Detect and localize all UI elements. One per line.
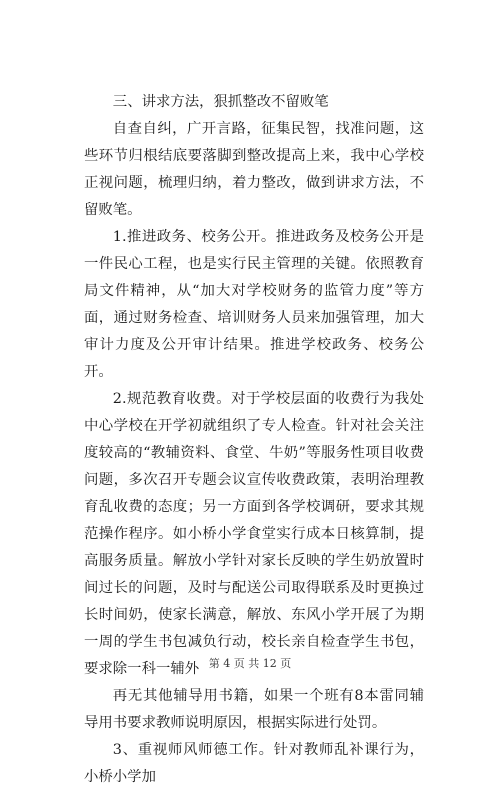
page-footer: 第 4 页 共 12 页 <box>208 657 292 670</box>
paragraph-continuation: 再无其他辅导用书籍，如果一个班有8本雷同辅导用书要求教师说明原因，根据实际进行处罚。 <box>84 688 424 731</box>
paragraph-item-1: 1.推进政务、校务公开。推进政务及校务公开是一件民心工程，也是实行民主管理的关键。依照教育局文件精神，从“加大对学校财务的监管力度”等方面，通过财务检查、培训财务人员来加强管理，加大审计力度及公开审计结果。推进学校政务、校务公开。 <box>84 229 424 380</box>
section-heading: 三、讲求方法，狠抓整改不留败笔 <box>112 94 329 110</box>
paragraph-item-3: 3、重视师风师德工作。针对教师乱补课行为，小桥小学加 <box>84 742 424 785</box>
document-body <box>84 89 424 791</box>
paragraph-intro: 自查自纠，广开言路，征集民智，找准问题，这些环节归根结底要落脚到整改提高上来，我中心学校正视问题，梳理归纳，着力整改，做到讲求方法，不留败笔。 <box>84 121 424 218</box>
paragraph-item-2: 2.规范教育收费。对于学校层面的收费行为我处中心学校在开学初就组织了专人检查。针对社会关注度较高的“教辅资料、食堂、牛奶”等服务性项目收费问题，多次召开专题会议宣传收费政策，表明治理教育乱收费的态度；另一方面到各学校调研，要求其规范操作程序。如小桥小学食堂实行成本日核算制，提高服务质量。解放小学针对家长反映的学生奶放置时间过长的问题，及时与配送公司取得联系及时更换过长时间奶，使家长满意，解放、东风小学开展了为期一周的学生书包减负行动，校长亲自检查学生书包，要求除一科一辅外 <box>84 391 424 677</box>
